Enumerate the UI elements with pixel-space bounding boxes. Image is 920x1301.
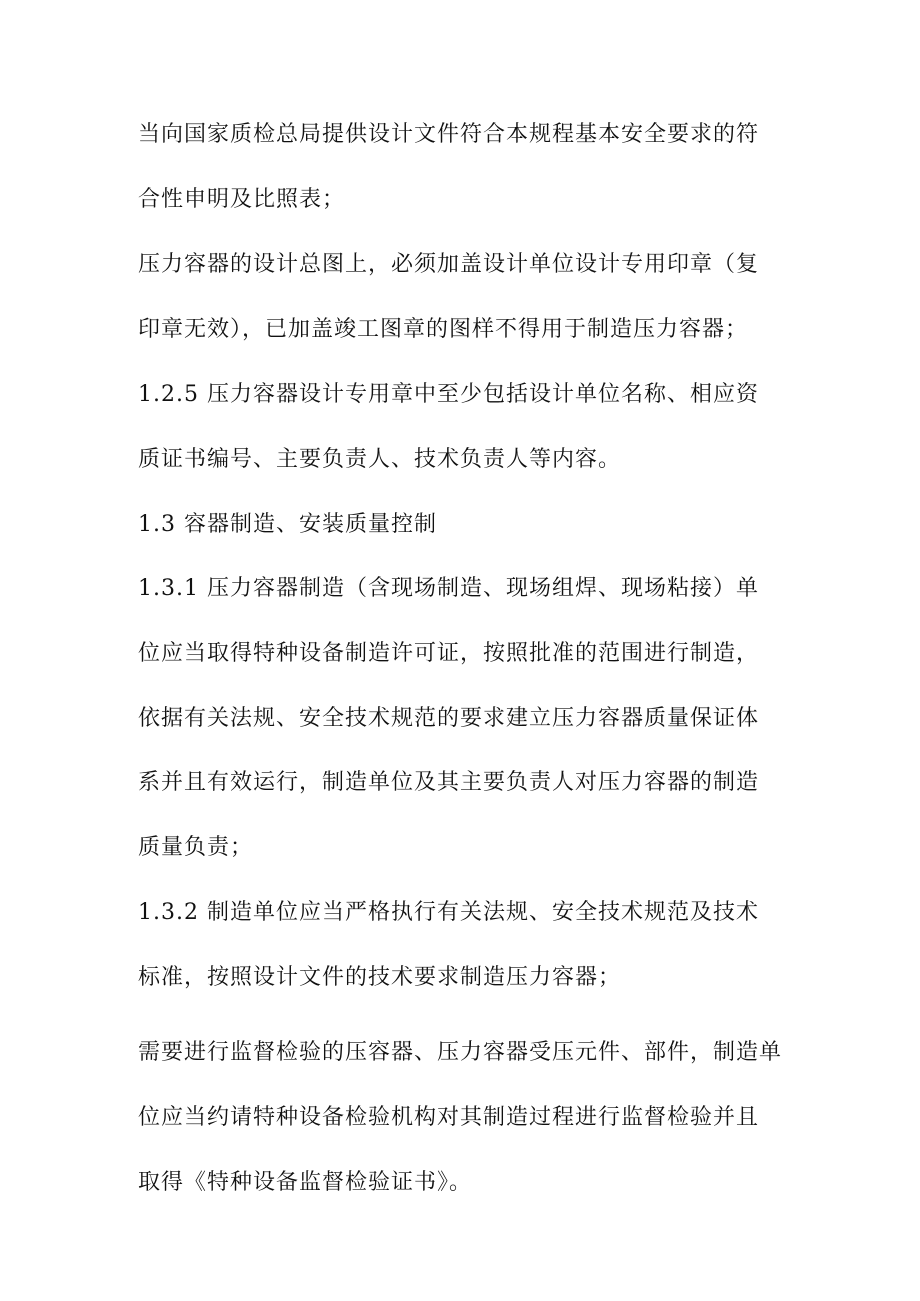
text-line: 1.3.2 制造单位应当严格执行有关法规、安全技术规范及技术	[138, 900, 759, 925]
text-line: 系并且有效运行，制造单位及其主要负责人对压力容器的制造	[138, 770, 760, 795]
text-line: 合性申明及比照表；	[138, 187, 346, 212]
text-line: 质量负责；	[138, 835, 254, 860]
text-line: 位应当取得特种设备制造许可证，按照批准的范围进行制造，	[138, 641, 760, 666]
text-line: 印章无效），已加盖竣工图章的图样不得用于制造压力容器；	[138, 317, 749, 342]
text-line: 压力容器的设计总图上，必须加盖设计单位设计专用印章（复	[138, 252, 760, 277]
text-line: 需要进行监督检验的压容器、压力容器受压元件、部件，制造单	[138, 1040, 783, 1065]
text-line: 1.2.5 压力容器设计专用章中至少包括设计单位名称、相应资	[138, 382, 759, 407]
text-line: 1.3.1 压力容器制造（含现场制造、现场组焊、现场粘接）单	[138, 576, 759, 601]
text-line: 依据有关法规、安全技术规范的要求建立压力容器质量保证体	[138, 706, 760, 731]
text-line: 当向国家质检总局提供设计文件符合本规程基本安全要求的符	[138, 122, 760, 147]
text-line: 标准，按照设计文件的技术要求制造压力容器；	[138, 965, 622, 990]
text-line: 位应当约请特种设备检验机构对其制造过程进行监督检验并且	[138, 1105, 760, 1130]
section-heading: 1.3 容器制造、安装质量控制	[138, 512, 437, 537]
text-line: 质证书编号、主要负责人、技术负责人等内容。	[138, 447, 622, 472]
text-line: 取得《特种设备监督检验证书》。	[138, 1170, 473, 1195]
